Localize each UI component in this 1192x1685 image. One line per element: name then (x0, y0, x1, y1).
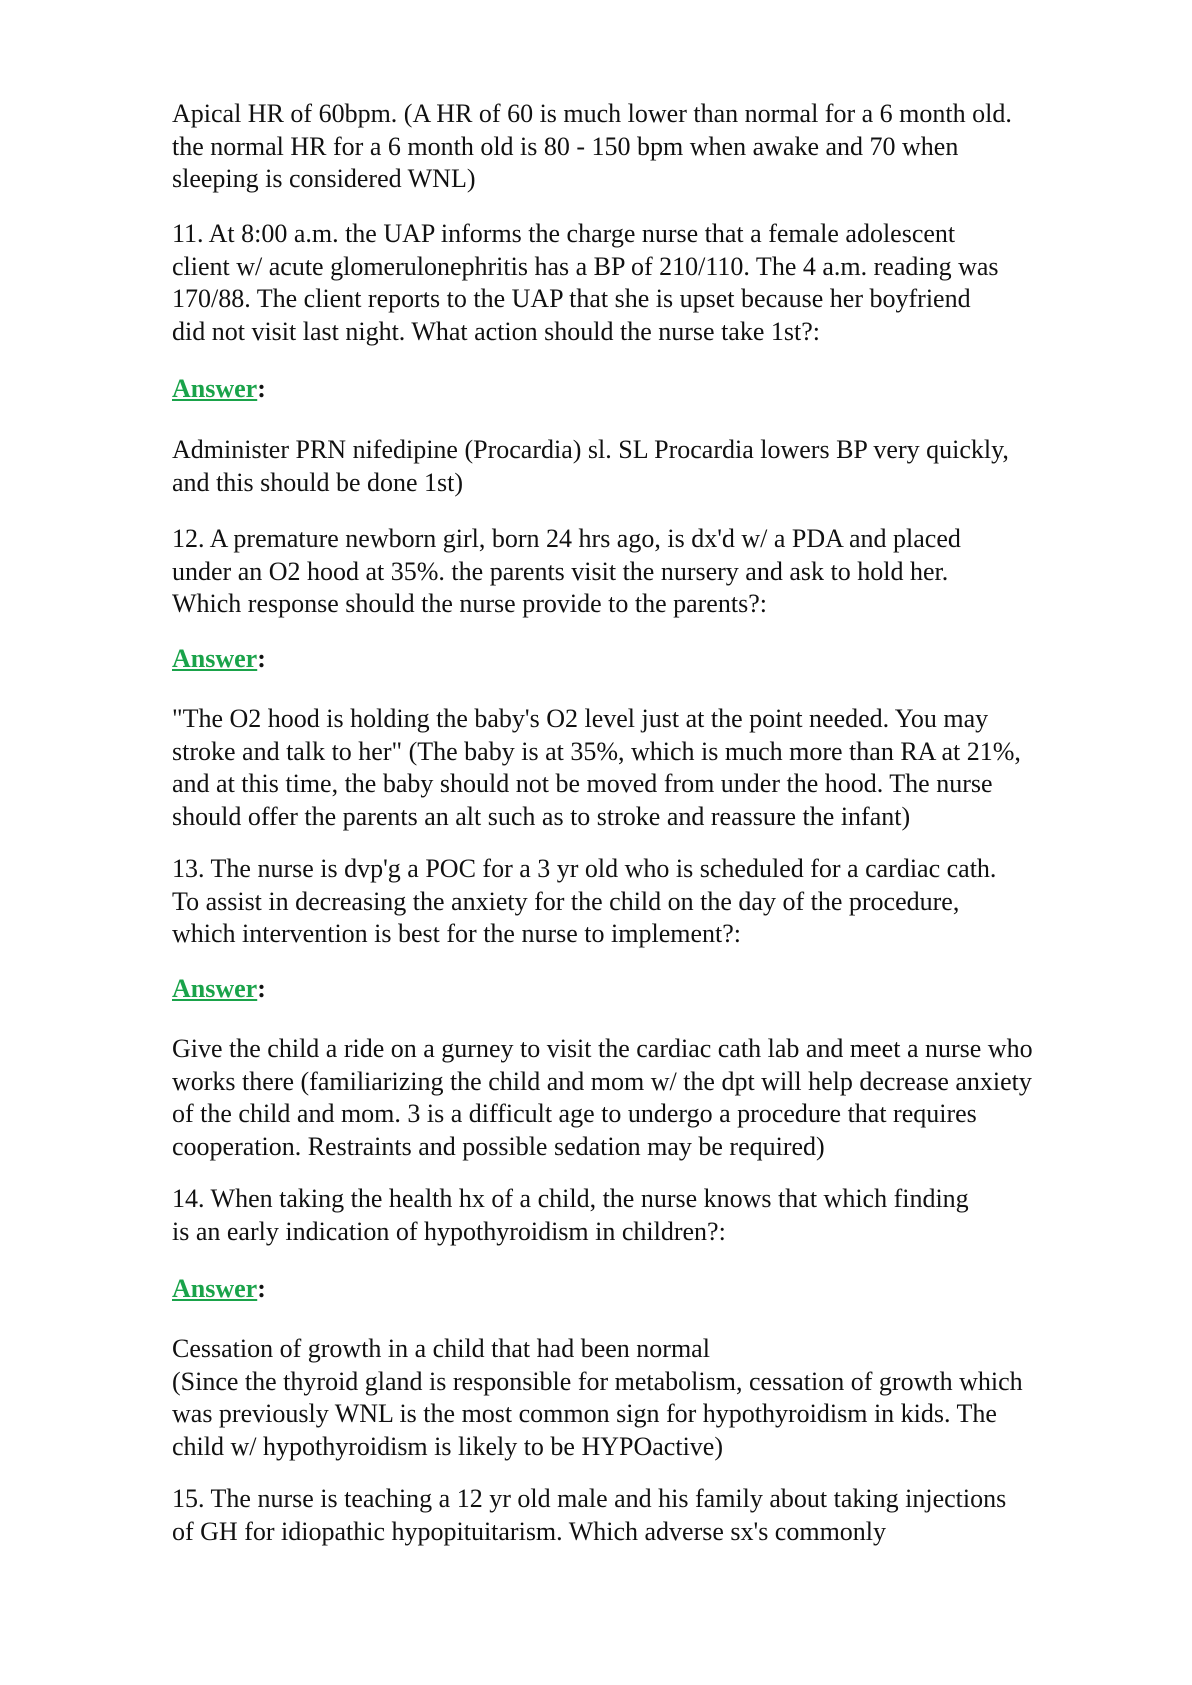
text-line: was previously WNL is the most common sign for hypothyroidism in kids. The (172, 1399, 997, 1428)
answer-colon: : (257, 644, 266, 673)
text-line: the normal HR for a 6 month old is 80 - 150 bpm when awake and 70 when (172, 131, 959, 161)
text-line: (Since the thyroid gland is responsible for metabolism, cessation of growth which (172, 1366, 1023, 1396)
answer-word: Answer (172, 374, 258, 403)
text-line: 11. At 8:00 a.m. the UAP informs the charge nurse that a female adolescent (172, 219, 956, 248)
text-line: To assist in decreasing the anxiety for the child on the day of the procedure, (172, 886, 960, 916)
text-line: which intervention is best for the nurse to implement?: (172, 919, 741, 948)
text-line: Apical HR of 60bpm. (A HR of 60 is much lower than normal for a 6 month old. (172, 99, 1012, 128)
text-line: should offer the parents an alt such as to stroke and reassure the infant) (172, 801, 911, 831)
text-line: client w/ acute glomerulonephritis has a BP of 210/110. The 4 a.m. reading was (172, 251, 999, 281)
question-13 (172, 853, 1132, 951)
text-line: under an O2 hood at 35%. the parents visit the nursery and ask to hold her. (172, 556, 949, 586)
text-line: and this should be done 1st) (172, 467, 464, 497)
answer-colon: : (257, 374, 266, 403)
text-line: of the child and mom. 3 is a difficult age to undergo a procedure that requires (172, 1099, 977, 1128)
question-12 (172, 523, 1132, 621)
intro-answer-text (172, 98, 1132, 196)
text-line: "The O2 hood is holding the baby's O2 level just at the point needed. You may (172, 704, 989, 733)
answer-label-13 (172, 973, 266, 1005)
text-line: child w/ hypothyroidism is likely to be HYPOactive) (172, 1431, 723, 1461)
text-line: 170/88. The client reports to the UAP that she is upset because her boyfriend (172, 284, 971, 313)
text-line: 12. A premature newborn girl, born 24 hrs ago, is dx'd w/ a PDA and placed (172, 524, 961, 553)
answer-colon: : (257, 974, 266, 1003)
text-line: Administer PRN nifedipine (Procardia) sl. SL Procardia lowers BP very quickly, (172, 435, 1009, 464)
text-line: did not visit last night. What action should the nurse take 1st?: (172, 316, 820, 346)
text-line: and at this time, the baby should not be moved from under the hood. The nurse (172, 769, 993, 798)
text-line: works there (familiarizing the child and mom w/ the dpt will help decrease anxiety (172, 1066, 1032, 1096)
answer-label-12 (172, 643, 266, 675)
text-line: Which response should the nurse provide to the parents?: (172, 589, 767, 618)
text-line: sleeping is considered WNL) (172, 164, 476, 193)
text-line: is an early indication of hypothyroidism in children?: (172, 1216, 726, 1246)
text-line: Cessation of growth in a child that had been normal (172, 1334, 710, 1363)
text-line: 14. When taking the health hx of a child, the nurse knows that which finding (172, 1184, 969, 1213)
answer-colon: : (257, 1274, 266, 1303)
question-15 (172, 1483, 1132, 1548)
text-line: 15. The nurse is teaching a 12 yr old male and his family about taking injections (172, 1484, 1007, 1513)
answer-label-11 (172, 373, 266, 405)
answer-11-text (172, 434, 1132, 499)
text-line: of GH for idiopathic hypopituitarism. Which adverse sx's commonly (172, 1516, 887, 1546)
answer-word: Answer (172, 644, 258, 673)
answer-word: Answer (172, 1274, 258, 1303)
text-line: cooperation. Restraints and possible sedation may be required) (172, 1131, 825, 1161)
text-line: Give the child a ride on a gurney to visit the cardiac cath lab and meet a nurse who (172, 1034, 1033, 1063)
answer-label-14 (172, 1273, 266, 1305)
answer-14-text (172, 1333, 1132, 1463)
question-11 (172, 218, 1132, 348)
answer-12-text (172, 703, 1132, 833)
answer-13-text (172, 1033, 1132, 1163)
text-line: stroke and talk to her" (The baby is at 35%, which is much more than RA at 21%, (172, 736, 1021, 766)
answer-word: Answer (172, 974, 258, 1003)
text-line: 13. The nurse is dvp'g a POC for a 3 yr old who is scheduled for a cardiac cath. (172, 854, 997, 883)
question-14 (172, 1183, 1132, 1248)
